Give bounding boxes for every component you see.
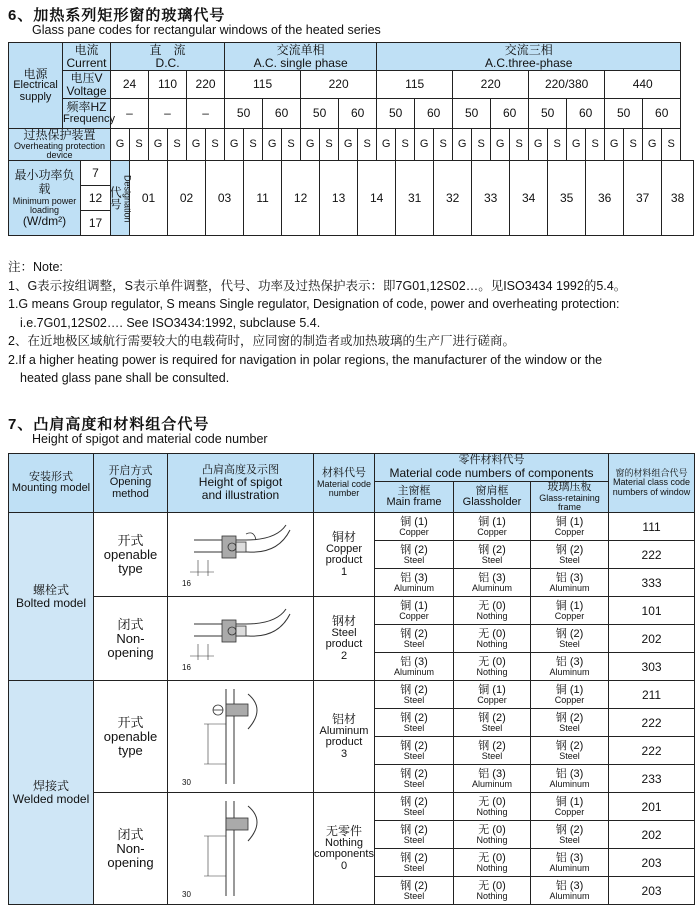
retaining-frame-cell: 钢 (2) Steel	[531, 821, 609, 849]
group-regulator-cell: G	[529, 129, 548, 161]
spigot-height-label: 30	[182, 890, 191, 900]
main-frame-cell: 铜 (1) Copper	[375, 597, 454, 625]
current-label: 电流 Current	[63, 43, 111, 71]
note-1-en-cont: i.e.7G01,12S02…. See ISO3434:1992, subclause 5.4.	[20, 315, 321, 330]
freq-cell: –	[149, 99, 187, 129]
freq-cell: 50	[605, 99, 643, 129]
bolted-spigot-illustration	[186, 604, 296, 674]
spigot-height-label: 30	[182, 778, 191, 788]
header-retaining: 玻璃压板 Glass-retaining frame	[531, 482, 609, 513]
voltage-cell: 115	[377, 71, 453, 99]
single-regulator-cell: S	[396, 129, 415, 161]
header-mounting: 安装形式 Mounting model	[9, 454, 94, 513]
voltage-cell: 440	[605, 71, 681, 99]
single-regulator-cell: S	[168, 129, 187, 161]
glassholder-cell: 无 (0) Nothing	[454, 653, 531, 681]
note-1-en: 1.G means Group regulator, S means Single regulator, Designation of code, power and overheating protection:	[8, 297, 620, 311]
main-frame-cell: 钢 (2) Steel	[375, 625, 454, 653]
designation-code-cell: 01	[130, 161, 168, 236]
welded-spigot-illustration	[186, 796, 296, 901]
retaining-frame-cell: 铜 (1) Copper	[531, 793, 609, 821]
group-regulator-cell: G	[187, 129, 206, 161]
window-code-cell: 303	[609, 653, 695, 681]
main-frame-cell: 铝 (3) Aluminum	[375, 569, 454, 597]
freq-cell: 60	[415, 99, 453, 129]
single-regulator-cell: S	[624, 129, 643, 161]
ac-single-header: 交流单相 A.C. single phase	[225, 43, 377, 71]
spigot-illustration-cell	[168, 597, 314, 681]
window-code-cell: 222	[609, 541, 695, 569]
group-regulator-cell: G	[377, 129, 396, 161]
section6-title: 6、加热系列矩形窗的玻璃代号	[8, 7, 226, 24]
designation-code-cell: 31	[396, 161, 434, 236]
designation-code-cell: 32	[434, 161, 472, 236]
designation-code-cell: 02	[168, 161, 206, 236]
single-regulator-cell: S	[586, 129, 605, 161]
spigot-illustration-cell	[168, 793, 314, 905]
single-regulator-cell: S	[244, 129, 263, 161]
group-regulator-cell: G	[605, 129, 624, 161]
window-code-cell: 202	[609, 625, 695, 653]
retaining-frame-cell: 钢 (2) Steel	[531, 709, 609, 737]
group-regulator-cell: G	[111, 129, 130, 161]
main-frame-cell: 钢 (2) Steel	[375, 681, 454, 709]
section7-title: 7、凸肩高度和材料组合代号	[8, 416, 210, 433]
open-type-label: 开式 openable type	[94, 513, 168, 597]
group-regulator-cell: G	[415, 129, 434, 161]
window-code-cell: 222	[609, 737, 695, 765]
header-window-code: 窗的材料组合代号 Material class code numbers of window	[609, 454, 695, 513]
material-product-label: 无零件 Nothing components 0	[314, 793, 375, 905]
freq-cell: 50	[377, 99, 415, 129]
designation-code-cell: 36	[586, 161, 624, 236]
voltage-cell: 220	[187, 71, 225, 99]
welded-spigot-illustration	[186, 684, 296, 789]
frequency-label: 频率HZ Frequency	[63, 99, 111, 129]
note-2-cn: 2、在近地极区域航行需要较大的电载荷时，应同窗的制造者或加热玻璃的生产厂进行磋商。	[8, 334, 515, 348]
freq-cell: 50	[301, 99, 339, 129]
retaining-frame-cell: 铝 (3) Aluminum	[531, 849, 609, 877]
group-regulator-cell: G	[301, 129, 320, 161]
freq-cell: 60	[567, 99, 605, 129]
designation-code-cell: 33	[472, 161, 510, 236]
glassholder-cell: 无 (0) Nothing	[454, 821, 531, 849]
glassholder-cell: 钢 (2) Steel	[454, 709, 531, 737]
window-code-cell: 211	[609, 681, 695, 709]
group-regulator-cell: G	[453, 129, 472, 161]
glassholder-cell: 钢 (2) Steel	[454, 541, 531, 569]
group-regulator-cell: G	[149, 129, 168, 161]
retaining-frame-cell: 铜 (1) Copper	[531, 513, 609, 541]
designation-code-cell: 34	[510, 161, 548, 236]
window-code-cell: 201	[609, 793, 695, 821]
window-code-cell: 202	[609, 821, 695, 849]
spigot-illustration-cell	[168, 681, 314, 793]
designation-code-cell: 38	[662, 161, 694, 236]
note-heading: 注：Note:	[8, 260, 63, 274]
bolted-spigot-illustration	[186, 520, 296, 590]
retaining-frame-cell: 钢 (2) Steel	[531, 625, 609, 653]
main-frame-cell: 铝 (3) Aluminum	[375, 653, 454, 681]
glassholder-cell: 无 (0) Nothing	[454, 877, 531, 905]
glassholder-cell: 无 (0) Nothing	[454, 793, 531, 821]
group-regulator-cell: G	[339, 129, 358, 161]
welded-model-label: 焊接式 Welded model	[9, 681, 94, 905]
bolted-model-label: 螺栓式 Bolted model	[9, 513, 94, 681]
main-frame-cell: 钢 (2) Steel	[375, 765, 454, 793]
dc-header: 直 流 D.C.	[111, 43, 225, 71]
single-regulator-cell: S	[358, 129, 377, 161]
header-material-code: 材料代号 Material code number	[314, 454, 375, 513]
main-frame-cell: 钢 (2) Steel	[375, 737, 454, 765]
single-regulator-cell: S	[434, 129, 453, 161]
window-code-cell: 101	[609, 597, 695, 625]
designation-code-cell: 11	[244, 161, 282, 236]
main-frame-cell: 钢 (2) Steel	[375, 821, 454, 849]
power-cell: 7	[81, 161, 111, 186]
header-glassholder: 窗肩框 Glassholder	[454, 482, 531, 513]
electrical-supply-label: 电源 Electrical supply	[9, 43, 63, 129]
voltage-cell: 110	[149, 71, 187, 99]
material-code-table	[8, 453, 695, 905]
designation-code-cell: 35	[548, 161, 586, 236]
glassholder-cell: 铝 (3) Aluminum	[454, 569, 531, 597]
note-2-en: 2.If a higher heating power is required for navigation in polar regions, the manufacturer of the window or the	[8, 352, 603, 367]
group-regulator-cell: G	[225, 129, 244, 161]
retaining-frame-cell: 铝 (3) Aluminum	[531, 765, 609, 793]
glassholder-cell: 铜 (1) Copper	[454, 513, 531, 541]
designation-code-cell: 14	[358, 161, 396, 236]
window-code-cell: 203	[609, 849, 695, 877]
glassholder-cell: 铜 (1) Copper	[454, 681, 531, 709]
freq-cell: 60	[339, 99, 377, 129]
single-regulator-cell: S	[662, 129, 681, 161]
designation-label	[108, 161, 133, 236]
single-regulator-cell: S	[548, 129, 567, 161]
note-1-cn: 1、G表示按组调整，S表示单件调整，代号、功率及过热保护表示：即7G01,12S02…。见ISO3434 1992的5.4。	[8, 278, 627, 293]
header-main-frame: 主窗框 Main frame	[375, 482, 454, 513]
header-spigot: 凸肩高度及示图 Height of spigot and illustration	[168, 454, 314, 513]
glassholder-cell: 无 (0) Nothing	[454, 849, 531, 877]
material-product-label: 钢材 Steel product 2	[314, 597, 375, 681]
main-frame-cell: 钢 (2) Steel	[375, 877, 454, 905]
freq-cell: 60	[491, 99, 529, 129]
voltage-cell: 220/380	[529, 71, 605, 99]
group-regulator-cell: G	[643, 129, 662, 161]
note-2-en-cont: heated glass pane shall be consulted.	[20, 371, 230, 385]
glassholder-cell: 无 (0) Nothing	[454, 625, 531, 653]
main-frame-cell: 钢 (2) Steel	[375, 541, 454, 569]
retaining-frame-cell: 铝 (3) Aluminum	[531, 569, 609, 597]
designation-code-cell: 13	[320, 161, 358, 236]
spigot-height-label: 16	[182, 578, 191, 588]
voltage-cell: 115	[225, 71, 301, 99]
spigot-height-label: 16	[182, 662, 191, 672]
power-cell: 12	[81, 186, 111, 211]
header-components: 零件材料代号 Material code numbers of components	[375, 454, 609, 482]
voltage-cell: 220	[453, 71, 529, 99]
window-code-cell: 203	[609, 877, 695, 905]
header-opening: 开启方式 Opening method	[94, 454, 168, 513]
designation-code-cell: 03	[206, 161, 244, 236]
freq-cell: 60	[263, 99, 301, 129]
voltage-cell: 24	[111, 71, 149, 99]
retaining-frame-cell: 钢 (2) Steel	[531, 737, 609, 765]
voltage-cell: 220	[301, 71, 377, 99]
window-code-cell: 333	[609, 569, 695, 597]
single-regulator-cell: S	[472, 129, 491, 161]
glassholder-cell: 钢 (2) Steel	[454, 737, 531, 765]
freq-cell: –	[187, 99, 225, 129]
glassholder-cell: 铝 (3) Aluminum	[454, 765, 531, 793]
window-code-cell: 222	[609, 709, 695, 737]
freq-cell: 50	[225, 99, 263, 129]
main-frame-cell: 钢 (2) Steel	[375, 849, 454, 877]
glass-code-table	[8, 42, 694, 236]
retaining-frame-cell: 钢 (2) Steel	[531, 541, 609, 569]
material-product-label: 铝材 Aluminum product 3	[314, 681, 375, 793]
retaining-frame-cell: 铝 (3) Aluminum	[531, 877, 609, 905]
retaining-frame-cell: 铜 (1) Copper	[531, 681, 609, 709]
single-regulator-cell: S	[206, 129, 225, 161]
single-regulator-cell: S	[510, 129, 529, 161]
freq-cell: 50	[453, 99, 491, 129]
section7-subtitle: Height of spigot and material code number	[32, 432, 268, 446]
power-cell: 17	[81, 211, 111, 236]
group-regulator-cell: G	[567, 129, 586, 161]
closed-type-label: 闭式 Non- opening	[94, 597, 168, 681]
single-regulator-cell: S	[282, 129, 301, 161]
closed-type-label: 闭式 Non- opening	[94, 793, 168, 905]
single-regulator-cell: S	[320, 129, 339, 161]
designation-code-cell: 37	[624, 161, 662, 236]
main-frame-cell: 钢 (2) Steel	[375, 793, 454, 821]
main-frame-cell: 钢 (2) Steel	[375, 709, 454, 737]
main-frame-cell: 铜 (1) Copper	[375, 513, 454, 541]
spigot-illustration-cell	[168, 513, 314, 597]
glassholder-cell: 无 (0) Nothing	[454, 597, 531, 625]
group-regulator-cell: G	[491, 129, 510, 161]
overheat-label: 过热保护装置 Overheating protection device	[9, 129, 111, 161]
retaining-frame-cell: 铝 (3) Aluminum	[531, 653, 609, 681]
section6-subtitle: Glass pane codes for rectangular windows of the heated series	[32, 23, 381, 37]
window-code-cell: 111	[609, 513, 695, 541]
designation-cn: 代号	[108, 186, 123, 211]
freq-cell: 50	[529, 99, 567, 129]
retaining-frame-cell: 铜 (1) Copper	[531, 597, 609, 625]
window-code-cell: 233	[609, 765, 695, 793]
designation-code-cell: 12	[282, 161, 320, 236]
single-regulator-cell: S	[130, 129, 149, 161]
freq-cell: 60	[643, 99, 681, 129]
voltage-label: 电压V Voltage	[63, 71, 111, 99]
designation-en: Designation	[122, 174, 133, 223]
group-regulator-cell: G	[263, 129, 282, 161]
freq-cell: –	[111, 99, 149, 129]
notes-block	[8, 258, 698, 388]
material-product-label: 铜材 Copper product 1	[314, 513, 375, 597]
open-type-label: 开式 openable type	[94, 681, 168, 793]
min-power-label: 最小功率负载 Minimum power loading (W/dm²)	[9, 161, 81, 236]
ac-three-header: 交流三相 A.C.three-phase	[377, 43, 681, 71]
